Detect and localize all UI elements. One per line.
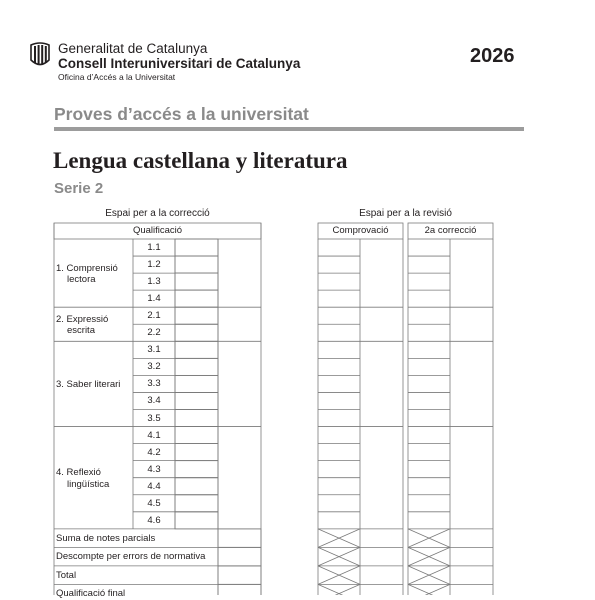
item-number: 3.4 xyxy=(147,395,161,407)
exam-title: Proves d’accés a la universitat xyxy=(54,104,309,124)
item-score-box[interactable] xyxy=(175,307,218,324)
item-number: 2.2 xyxy=(147,327,161,339)
section-label: lectora xyxy=(67,274,96,286)
item-number: 4.4 xyxy=(147,480,161,492)
item-score-box[interactable] xyxy=(175,495,218,512)
section-label: 3. Saber literari xyxy=(56,379,121,391)
item-number: 1.1 xyxy=(147,242,161,253)
correction-caption: Espai per a la correcció xyxy=(105,208,210,219)
item-number: 2.1 xyxy=(147,310,161,322)
item-number: 1.2 xyxy=(147,259,161,271)
institution-name: Generalitat de Catalunya xyxy=(58,41,208,56)
item-number: 3.3 xyxy=(147,378,161,390)
totals-label: Qualificació final xyxy=(56,588,126,600)
item-score-box[interactable] xyxy=(175,410,218,427)
section-label: 2. Expressió xyxy=(56,313,109,325)
totals-label: Descompte per errors de normativa xyxy=(56,551,206,563)
item-score-box[interactable] xyxy=(175,444,218,461)
item-score-box[interactable] xyxy=(175,273,218,290)
item-score-box[interactable] xyxy=(175,324,218,341)
item-score-box[interactable] xyxy=(175,239,218,256)
office-name: Oficina d’Accés a la Universitat xyxy=(58,72,176,82)
section-label: escrita xyxy=(67,325,95,337)
crossed-out-mark xyxy=(408,584,450,595)
item-score-box[interactable] xyxy=(175,478,218,495)
totals-label: Total xyxy=(56,569,77,581)
totals-score-box[interactable] xyxy=(218,529,261,548)
item-number: 4.3 xyxy=(147,463,161,475)
item-score-box[interactable] xyxy=(175,461,218,478)
totals-score-box[interactable] xyxy=(218,547,261,566)
totals-score-box[interactable] xyxy=(218,584,261,595)
item-number: 3.2 xyxy=(147,361,161,373)
council-name: Consell Interuniversitari de Catalunya xyxy=(58,56,301,71)
exam-year: 2026 xyxy=(470,45,515,67)
subject-title: Lengua castellana y literatura xyxy=(53,148,348,173)
revision-caption: Espai per a la revisió xyxy=(359,208,452,219)
item-number: 3.5 xyxy=(147,412,161,424)
qualification-header: Qualificació xyxy=(132,225,183,236)
item-number: 1.4 xyxy=(147,293,161,305)
item-score-box[interactable] xyxy=(175,427,218,444)
item-number: 4.1 xyxy=(147,429,161,441)
item-number: 4.2 xyxy=(147,446,161,458)
item-score-box[interactable] xyxy=(175,375,218,392)
revision-column-header: 2a correcció xyxy=(424,225,477,236)
section-label: 1. Comprensió xyxy=(56,262,118,274)
totals-score-box[interactable] xyxy=(218,566,261,585)
item-score-box[interactable] xyxy=(175,256,218,273)
item-number: 4.6 xyxy=(147,514,161,526)
item-number: 1.3 xyxy=(147,276,161,288)
revision-column-header: Comprovació xyxy=(332,225,389,236)
item-score-box[interactable] xyxy=(175,392,218,409)
item-score-box[interactable] xyxy=(175,290,218,307)
exam-series: Serie 2 xyxy=(54,180,104,197)
section-label: lingüística xyxy=(67,478,110,490)
item-score-box[interactable] xyxy=(175,358,218,375)
crossed-out-mark xyxy=(318,584,360,595)
item-score-box[interactable] xyxy=(175,341,218,358)
item-number: 3.1 xyxy=(147,344,161,356)
totals-label: Suma de notes parcials xyxy=(56,532,156,544)
item-number: 4.5 xyxy=(147,497,161,509)
section-label: 4. Reflexió xyxy=(56,467,101,479)
item-score-box[interactable] xyxy=(175,512,218,529)
